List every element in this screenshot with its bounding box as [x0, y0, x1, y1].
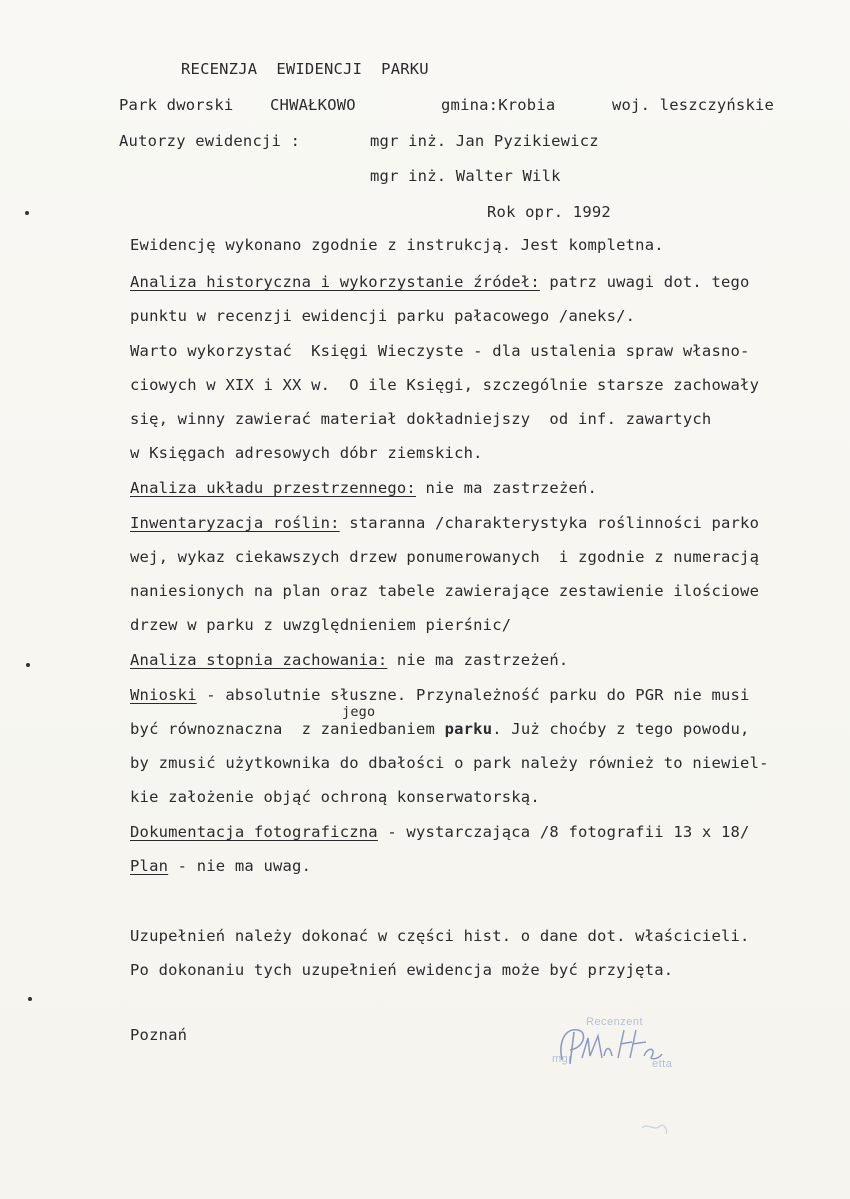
author-2: mgr inż. Walter Wilk [370, 167, 561, 185]
section-photo-docs-text: - wystarczająca /8 fotografii 13 x 18/ [377, 823, 750, 841]
document-title: RECENZJA EWIDENCJI PARKU [181, 60, 429, 78]
section-condition-text: nie ma zastrzeżeń. [387, 651, 569, 669]
voivodeship: woj. leszczyńskie [612, 96, 775, 114]
section-history [130, 272, 750, 292]
section-history-line-4: ciowych w XIX i XX w. O ile Księgi, szczególnie starsze zachowały [130, 376, 760, 394]
section-history-heading: Analiza historyczna i wykorzystanie źródeł: [130, 273, 540, 291]
section-plan-heading: Plan [130, 857, 169, 875]
section-layout-text: nie ma zastrzeżeń. [415, 479, 598, 497]
closing-line-1: Uzupełnień należy dokonać w części hist. o dane dot. właścicieli. [130, 927, 750, 945]
section-history-line-5: się, winny zawierać materiał dokładniejszy od inf. zawartych [130, 410, 712, 428]
section-plants-heading: Inwentaryzacja roślin: [130, 514, 340, 532]
paragraph-completeness: Ewidencję wykonano zgodnie z instrukcją. Jest kompletna. [130, 236, 664, 254]
section-conclusions [130, 685, 750, 705]
conclusions-line-2c: . Już choćby z tego powodu, [492, 720, 750, 738]
section-conclusions-line-3: by zmusić użytkownika do dbałości o park należy również to niewiel- [130, 754, 769, 772]
margin-mark [26, 663, 30, 667]
section-layout [130, 478, 597, 498]
section-layout-heading: Analiza układu przestrzennego: [130, 479, 416, 497]
author-1: mgr inż. Jan Pyzikiewicz [370, 132, 599, 150]
park-name: CHWAŁKOWO [270, 96, 356, 114]
conclusions-line-2b: parku [444, 720, 493, 738]
handwritten-insert: jego [342, 704, 376, 720]
section-plants-line-2: wej, wykaz ciekawszych drzew ponumerowanych i zgodnie z numeracją [130, 548, 760, 566]
section-conclusions-text: - absolutnie słuszne. Przynależność parku do PGR nie musi [196, 686, 750, 704]
reviewer-signature [548, 1020, 688, 1075]
stamp-suffix: etta [652, 1058, 673, 1070]
section-plants-line-3: naniesionych na plan oraz tabele zawierające zestawienie ilościowe [130, 582, 760, 600]
section-plants-line-4: drzew w parku z uwzględnieniem pierśnic/ [130, 616, 512, 634]
stamp-prefix: mgr [552, 1053, 573, 1065]
conclusions-line-2a: być równoznaczna z zaniedbaniem [130, 720, 445, 738]
section-condition [130, 650, 568, 670]
section-conclusions-line-2 [130, 719, 750, 739]
section-conclusions-heading: Wnioski [130, 686, 197, 704]
authors-label: Autorzy ewidencji : [119, 132, 301, 150]
closing-line-2: Po dokonaniu tych uzupełnień ewidencja może być przyjęta. [130, 961, 674, 979]
place-of-signing: Poznań [130, 1026, 188, 1044]
section-history-text: patrz uwagi dot. tego [539, 273, 750, 291]
section-history-line-6: w Księgach adresowych dóbr ziemskich. [130, 444, 483, 462]
park-label: Park dworski [119, 96, 234, 114]
margin-mark [28, 997, 32, 1001]
section-history-line-2: punktu w recenzji ewidencji parku pałacowego /aneks/. [130, 307, 636, 325]
section-history-line-3: Warto wykorzystać Księgi Wieczyste - dla ustalenia spraw własno- [130, 342, 750, 360]
section-photo-docs [130, 822, 750, 842]
stamp-recenzent: Recenzent [586, 1016, 644, 1028]
section-plants-text: staranna /charakterystyka roślinności parko [339, 514, 760, 532]
margin-mark [25, 211, 29, 215]
year-of-preparation: Rok opr. 1992 [487, 203, 611, 221]
section-plan [130, 856, 311, 876]
section-conclusions-line-4: kie założenie objąć ochroną konserwatorską. [130, 788, 540, 806]
section-plants [130, 513, 759, 533]
section-photo-docs-heading: Dokumentacja fotograficzna [130, 823, 378, 841]
section-condition-heading: Analiza stopnia zachowania: [130, 651, 388, 669]
section-plan-text: - nie ma uwag. [168, 857, 312, 875]
paper-smudge [640, 1118, 670, 1138]
gmina: gmina:Krobia [441, 96, 556, 114]
